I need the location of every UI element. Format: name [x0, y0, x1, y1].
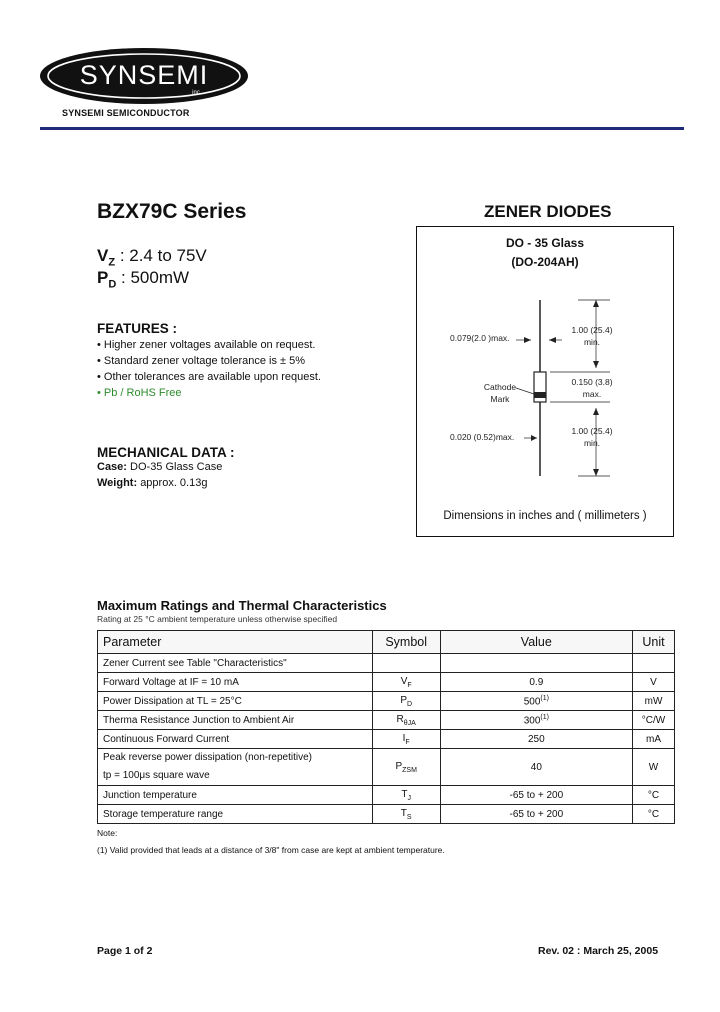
- package-dimensions-note: Dimensions in inches and ( millimeters ): [443, 510, 647, 522]
- value-number: 500: [523, 696, 541, 708]
- dim-body-length: 0.150 (3.8): [571, 377, 613, 387]
- row-value: 250: [440, 730, 632, 749]
- package-name: DO - 35 Glass: [505, 236, 585, 250]
- table-header-row: [98, 631, 675, 654]
- row-parameter: Zener Current see Table "Characteristics": [98, 654, 373, 673]
- company-name-line: SYNSEMI SEMICONDUCTOR: [62, 108, 190, 118]
- row-parameter: Therma Resistance Junction to Ambient Air: [98, 711, 373, 730]
- pd-value: : 500mW: [121, 268, 190, 287]
- weight-value: approx. 0.13g: [140, 477, 208, 489]
- row-unit: [633, 654, 675, 673]
- symbol-base: R: [396, 713, 404, 725]
- pd-spec: [97, 268, 189, 290]
- ratings-title: Maximum Ratings and Thermal Characteristics: [97, 598, 387, 613]
- row-unit: °C: [633, 805, 675, 824]
- feature-item: • Other tolerances are available upon request.: [97, 371, 321, 383]
- row-unit: mW: [633, 692, 675, 711]
- dim-lead-top-min: min.: [583, 337, 601, 347]
- value-note: (1): [540, 713, 549, 721]
- company-logo: [38, 46, 250, 106]
- row-value: -65 to + 200: [440, 805, 632, 824]
- note-1: (1) Valid provided that leads at a distance of 3/8" from case are kept at ambient temperature.: [97, 845, 445, 855]
- revision-date: Rev. 02 : March 25, 2005: [538, 945, 659, 957]
- row-symbol: [372, 749, 440, 786]
- row-symbol: [372, 805, 440, 824]
- row-value: [440, 654, 632, 673]
- svg-text:inc: inc: [192, 90, 200, 96]
- case-value: DO-35 Glass Case: [130, 461, 223, 473]
- symbol-base: T: [401, 788, 408, 800]
- row-unit: °C/W: [633, 711, 675, 730]
- case-label: Case:: [97, 461, 127, 473]
- row-symbol: [372, 654, 440, 673]
- row-value: [440, 711, 632, 730]
- header-value: Value: [440, 631, 632, 654]
- row-unit: mA: [633, 730, 675, 749]
- row-parameter: Power Dissipation at TL = 25°C: [98, 692, 373, 711]
- symbol-sub: F: [407, 681, 412, 689]
- vz-symbol: V: [97, 246, 109, 265]
- dim-lead-bottom-min: min.: [583, 438, 601, 448]
- table-row: [98, 749, 675, 786]
- vz-subscript: Z: [108, 256, 116, 269]
- row-value: -65 to + 200: [440, 786, 632, 805]
- feature-item-rohs: • Pb / RoHS Free: [97, 387, 182, 399]
- row-parameter: Forward Voltage at IF = 10 mA: [98, 673, 373, 692]
- symbol-sub: D: [406, 700, 413, 708]
- table-row: [98, 673, 675, 692]
- cathode-band: [534, 392, 546, 398]
- package-drawing: [416, 280, 674, 500]
- weight-label: Weight:: [97, 477, 138, 489]
- row-unit: W: [633, 749, 675, 786]
- ratings-table: [97, 630, 675, 824]
- row-symbol: [372, 692, 440, 711]
- row-parameter-line-1: Peak reverse power dissipation (non-repetitive): [103, 752, 312, 763]
- row-symbol: [372, 786, 440, 805]
- table-row: [98, 654, 675, 673]
- row-parameter-line-2: tp = 100μs square wave: [103, 770, 210, 781]
- symbol-sub: ZSM: [402, 766, 417, 774]
- dim-body-length-max: max.: [582, 389, 602, 399]
- dim-lead-bottom: 1.00 (25.4): [571, 426, 613, 436]
- notes-label: Note:: [97, 828, 118, 838]
- header-rule: [40, 127, 684, 130]
- symbol-base: P: [395, 760, 403, 772]
- series-title: BZX79C Series: [97, 200, 247, 223]
- table-row: [98, 711, 675, 730]
- cathode-label-2: Mark: [490, 394, 510, 404]
- pd-subscript: D: [108, 278, 117, 291]
- row-parameter: [98, 749, 373, 786]
- symbol-base: P: [400, 694, 407, 706]
- row-value: [440, 692, 632, 711]
- ratings-subtitle: Rating at 25 °C ambient temperature unless otherwise specified: [97, 614, 338, 624]
- row-parameter: Storage temperature range: [98, 805, 373, 824]
- pd-symbol: P: [97, 268, 109, 287]
- features-title: FEATURES :: [97, 321, 177, 336]
- symbol-sub: S: [406, 813, 412, 821]
- symbol-base: V: [400, 675, 408, 687]
- feature-item: • Higher zener voltages available on request.: [97, 339, 316, 351]
- row-unit: V: [633, 673, 675, 692]
- symbol-base: I: [402, 732, 406, 744]
- symbol-sub: J: [407, 794, 411, 802]
- symbol-base: T: [400, 807, 407, 819]
- dim-body-diameter: 0.079(2.0 )max.: [450, 333, 510, 343]
- dim-lead-top: 1.00 (25.4): [571, 325, 613, 335]
- row-value: 40: [440, 749, 632, 786]
- package-code: (DO-204AH): [511, 255, 579, 269]
- mechanical-case: [97, 461, 222, 473]
- dim-lead-diameter: 0.020 (0.52)max.: [450, 432, 515, 442]
- svg-text:SYNSEMI: SYNSEMI: [79, 60, 209, 90]
- cathode-label-1: Cathode: [483, 382, 517, 392]
- vz-value: : 2.4 to 75V: [119, 246, 207, 265]
- table-row: [98, 730, 675, 749]
- symbol-sub: F: [405, 738, 410, 746]
- row-symbol: [372, 730, 440, 749]
- value-note: (1): [540, 694, 549, 702]
- feature-item: • Standard zener voltage tolerance is ± 5%: [97, 355, 306, 367]
- row-value: 0.9: [440, 673, 632, 692]
- mechanical-title: MECHANICAL DATA :: [97, 445, 235, 460]
- page-number: Page 1 of 2: [97, 945, 153, 957]
- header-unit: Unit: [633, 631, 675, 654]
- table-row: [98, 692, 675, 711]
- category-title: ZENER DIODES: [484, 202, 612, 221]
- row-parameter: Junction temperature: [98, 786, 373, 805]
- row-parameter: Continuous Forward Current: [98, 730, 373, 749]
- mechanical-weight: [97, 477, 207, 489]
- value-number: 300: [523, 715, 541, 727]
- header-symbol: Symbol: [372, 631, 440, 654]
- row-symbol: [372, 711, 440, 730]
- row-symbol: [372, 673, 440, 692]
- row-unit: °C: [633, 786, 675, 805]
- table-row: [98, 805, 675, 824]
- header-parameter: Parameter: [98, 631, 373, 654]
- vz-spec: [97, 246, 207, 268]
- table-row: [98, 786, 675, 805]
- symbol-sub: θJA: [403, 719, 416, 727]
